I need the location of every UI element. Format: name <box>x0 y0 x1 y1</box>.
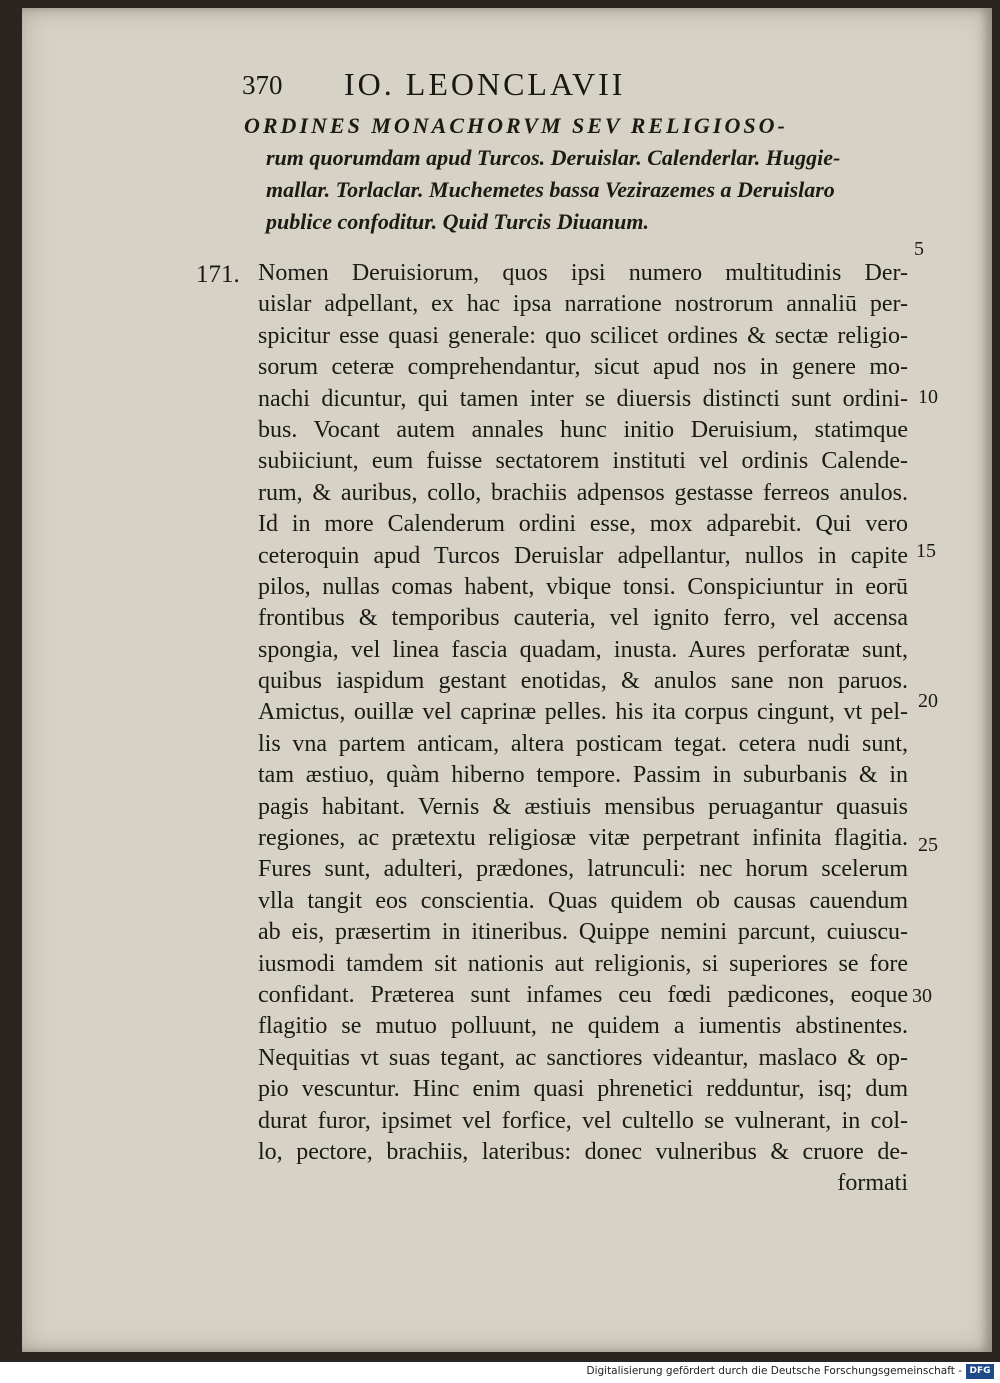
text-line: quibus iaspidum gestant enotidas, & anulos sane non paruos. <box>258 668 908 695</box>
text-line: Nomen Deruisiorum, quos ipsi numero multitudinis Der- <box>258 260 908 286</box>
catchword: formati <box>837 1170 908 1197</box>
page-number: 370 <box>242 70 283 100</box>
margin-line-number: 5 <box>914 238 924 260</box>
text-line: lis vna partem anticam, altera posticam tegat. cetera nudi sunt, <box>258 730 908 757</box>
footer-bar <box>0 1362 1000 1383</box>
text-line: spongia, vel linea fascia quadam, inusta. Aures perforatæ sunt, <box>258 636 908 663</box>
chapter-heading-line: mallar. Torlaclar. Muchemetes bassa Vezirazemes a Deruislaro <box>266 177 835 202</box>
chapter-heading-line: rum quorumdam apud Turcos. Deruislar. Calenderlar. Huggie- <box>266 145 841 170</box>
text-line: bus. Vocant autem annales hunc initio Deruisium, statimque <box>258 416 908 443</box>
text-line: confidant. Præterea sunt infames ceu fœdi pædicones, eoque <box>258 981 908 1008</box>
text-line: Fures sunt, adulteri, prædones, latrunculi: nec horum scelerum <box>258 856 908 883</box>
text-line: frontibus & temporibus cauteria, vel ignito ferro, vel accensa <box>258 605 908 632</box>
text-line: flagitio se mutuo polluunt, ne quidem a iumentis abstinentes. <box>258 1013 908 1040</box>
text-line: spicitur esse quasi generale: quo scilicet ordines & sectæ religio- <box>258 322 908 349</box>
text-line: vlla tangit eos conscientia. Quas quidem ob causas cauendum <box>258 887 908 914</box>
text-line: pagis habitant. Vernis & æstiuis mensibus peruagantur quasuis <box>258 793 908 820</box>
text-line: pilos, nullas comas habent, vbique tonsi. Conspiciuntur in eorū <box>258 573 908 600</box>
running-head <box>242 66 802 106</box>
margin-line-number: 30 <box>912 985 932 1007</box>
dfg-logo: DFG <box>966 1364 994 1379</box>
margin-line-number: 20 <box>918 690 938 712</box>
margin-line-number: 25 <box>918 834 938 856</box>
text-line: uislar adpellant, ex hac ipsa narratione nostrorum annaliū per- <box>258 291 908 318</box>
chapter-heading-line: publice confoditur. Quid Turcis Diuanum. <box>266 209 650 234</box>
text-line: lo, pectore, brachiis, lateribus: donec vulneribus & cruore de- <box>258 1138 908 1165</box>
text-line: rum, & auribus, collo, brachiis adpensos gestasse ferreos anulos. <box>258 479 908 506</box>
body-text <box>258 258 908 1200</box>
text-line: durat furor, ipsimet vel forfice, vel cultello se vulnerant, in col- <box>258 1107 908 1134</box>
text-line: pio vescuntur. Hinc enim quasi phrenetici redduntur, isq; dum <box>258 1076 908 1103</box>
chapter-heading-line: ORDINES MONACHORVM SEV RELIGIOSO- <box>244 113 788 138</box>
text-line: Amictus, ouillæ vel caprinæ pelles. his ita corpus cingunt, vt pel- <box>258 699 908 726</box>
running-title: IO. LEONCLAVII <box>344 66 626 102</box>
margin-line-number: 10 <box>918 386 938 408</box>
text-line: Nequitias vt suas tegant, ac sanctiores videantur, maslaco & op- <box>258 1044 908 1071</box>
text-line: iusmodi tamdem sit nationis aut religionis, si superiores se fore <box>258 950 908 977</box>
text-line: Id in more Calenderum ordini esse, mox adparebit. Qui vero <box>258 511 908 538</box>
margin-line-number: 15 <box>916 540 936 562</box>
text-line: tam æstiuo, quàm hiberno tempore. Passim in suburbanis & in <box>258 762 908 789</box>
chapter-heading <box>244 110 914 238</box>
text-line: regiones, ac prætextu religiosæ vitæ perpetrant infinita flagitia. <box>258 825 908 852</box>
text-line: subiiciunt, eum fuisse sectatorem instituti vel ordinis Calende- <box>258 448 908 475</box>
text-line: nachi dicuntur, qui tamen inter se diuersis distincti sunt ordini- <box>258 385 908 412</box>
text-line: ab eis, præsertim in itineribus. Quippe nemini parcunt, cuiuscu- <box>258 919 908 946</box>
footer-credit: Digitalisierung gefördert durch die Deutsche Forschungsgemeinschaft - <box>586 1365 962 1377</box>
text-line: sorum ceteræ comprehendantur, sicut apud nos in genere mo- <box>258 354 908 381</box>
section-number: 171. <box>196 261 240 288</box>
text-line: ceteroquin apud Turcos Deruislar adpellantur, nullos in capite <box>258 542 908 569</box>
